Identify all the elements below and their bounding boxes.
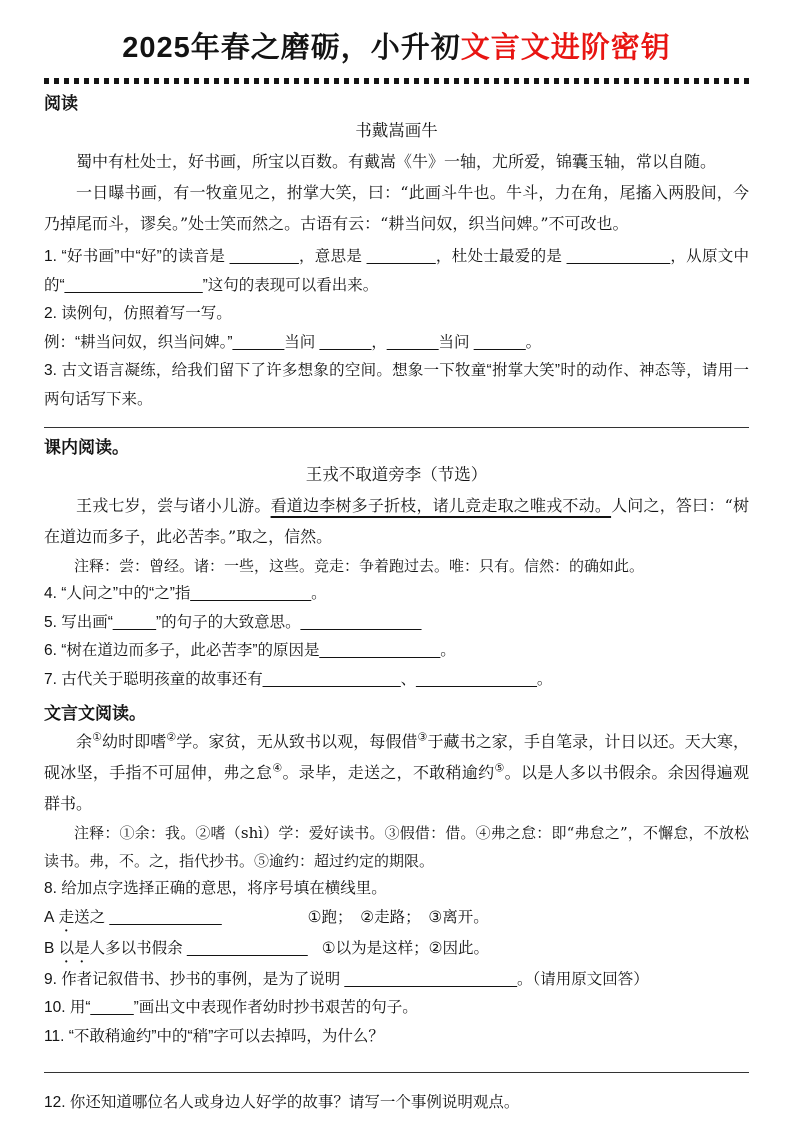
passage2-paragraph (44, 490, 749, 552)
question-4: 4. “人问之”中的“之”指______________。 (44, 585, 327, 602)
passage1-title: 书戴嵩画牛 (355, 121, 438, 140)
passage2-notes: 注释：尝：曾经。诸：一些，这些。竞走：争着跑过去。唯：只有。信然：的确如此。 (74, 557, 645, 575)
note-ref-5: ⑤ (494, 761, 505, 775)
section1-heading: 阅读 (44, 94, 78, 113)
question-12: 12. 你还知道哪位名人或身边人好学的故事？请写一个事例说明观点。 (44, 1094, 520, 1111)
question-8-option-a (44, 904, 749, 935)
passage3-text-4: 于藏书之家，手自笔录，计日以还。天大寒，砚冰坚，手指不可屈伸，弗之怠 (44, 732, 749, 782)
passage3-text-3: 学。家贫，无从致书以观，每假借 (176, 732, 418, 751)
note-ref-2: ② (166, 730, 177, 744)
passage2-text-pre: 王戎七岁，尝与诸小儿游。 (76, 496, 271, 515)
question-9: 9. 作者记叙借书、抄书的事例，是为了说明 ____________________。（请用原文回答） (44, 970, 649, 988)
q8b-blank: ______________ (182, 939, 308, 957)
passage2-title: 王戎不取道旁李（节选） (305, 465, 488, 484)
q8a-blank: _____________ (105, 908, 222, 926)
question-2-example: 例：“耕当问奴，织当问婢。”______当问 ______，______当问 ______。 (44, 333, 542, 351)
page-title (44, 30, 749, 66)
note-ref-4: ④ (272, 761, 283, 775)
question-5: 5. 写出画“_____”的句子的大致意思。______________ (44, 613, 422, 631)
answer-line-2 (44, 1071, 749, 1073)
passage3-paragraph (44, 726, 749, 819)
passage3-notes: 注释：①余：我。②嗜（shì）学：爱好读书。③假借：借。④弗之怠：即“弗怠之”，不懈怠，不放松读书。弗，不。之，指代抄书。⑤逾约：超过约定的期限。 (44, 824, 749, 870)
page-title-black: 2025年春之磨砺，小升初 (122, 32, 461, 64)
question-10: 10. 用“_____”画出文中表现作者幼时抄书艰苦的句子。 (44, 999, 418, 1016)
passage3-text-1: 余 (76, 732, 93, 751)
note-ref-3: ③ (417, 730, 428, 744)
note-ref-1: ① (92, 730, 103, 744)
question-8: 8. 给加点字选择正确的意思，将序号填在横线里。 (44, 880, 387, 897)
passage3-text-5: 。录毕，走送之，不敢稍逾约 (282, 763, 495, 782)
q8b-choices: ①以为是这样；②因此。 (321, 939, 489, 957)
page-title-red: 文言文进阶密钥 (460, 32, 671, 64)
passage1-paragraph-1: 蜀中有杜处士，好书画，所宝以百数。有戴嵩《牛》一轴，尤所爱，锦囊玉轴，常以自随。 (76, 152, 717, 171)
question-8-option-b (44, 935, 749, 966)
dotted-divider (44, 78, 749, 84)
section2-heading: 课内阅读。 (44, 438, 129, 457)
q8b-dotted-chars: 以是 (58, 939, 90, 957)
q8b-label: B (44, 939, 55, 957)
passage3-text-6: 。以是人多以书假余。余因得遍观群书。 (44, 763, 749, 813)
q8a-label: A (44, 908, 55, 926)
question-6: 6. “树在道边而多子，此必苦李”的原因是______________。 (44, 642, 456, 659)
question-1: 1. “好书画”中“好”的读音是 ________，意思是 ________，杜处士最爱的是 ____________，从原文中的“________________”这句的表现可以看出来。 (44, 248, 749, 294)
answer-line-1 (44, 426, 749, 428)
passage2-text-post: 人问之，答曰：“树在道边而多子，此必苦李。”取之，信然。 (44, 496, 749, 546)
question-11: 11. “不敢稍逾约”中的“稍”字可以去掉吗，为什么？ (44, 1027, 384, 1045)
question-3: 3. 古文语言凝练，给我们留下了许多想象的空间。想象一下牧童“拊掌大笑”时的动作、神态等，请用一两句话写下来。 (44, 362, 749, 408)
passage2-underlined-clause: 看道边李树多子折枝，诸儿竞走取之唯戎不动。 (270, 496, 612, 515)
q8b-rest: 人多以书假余 (89, 939, 183, 957)
q8a-choices: ①跑； ②走路； ③离开。 (307, 908, 489, 926)
section3-heading: 文言文阅读。 (44, 704, 146, 723)
q8a-dotted-char: 走 (58, 908, 75, 926)
question-7: 7. 古代关于聪明孩童的故事还有________________、______________。 (44, 670, 553, 688)
passage3-text-2: 幼时即嗜 (102, 732, 167, 751)
passage1-paragraph-2: 一日曝书画，有一牧童见之，拊掌大笑，曰：“此画斗牛也。牛斗，力在角，尾搐入两股间，今乃掉尾而斗，谬矣。”处士笑而然之。古语有云：“耕当问奴，织当问婢。”不可改也。 (44, 183, 749, 233)
question-2: 2. 读例句，仿照着写一写。 (44, 305, 232, 322)
q8a-rest: 送之 (74, 908, 106, 926)
